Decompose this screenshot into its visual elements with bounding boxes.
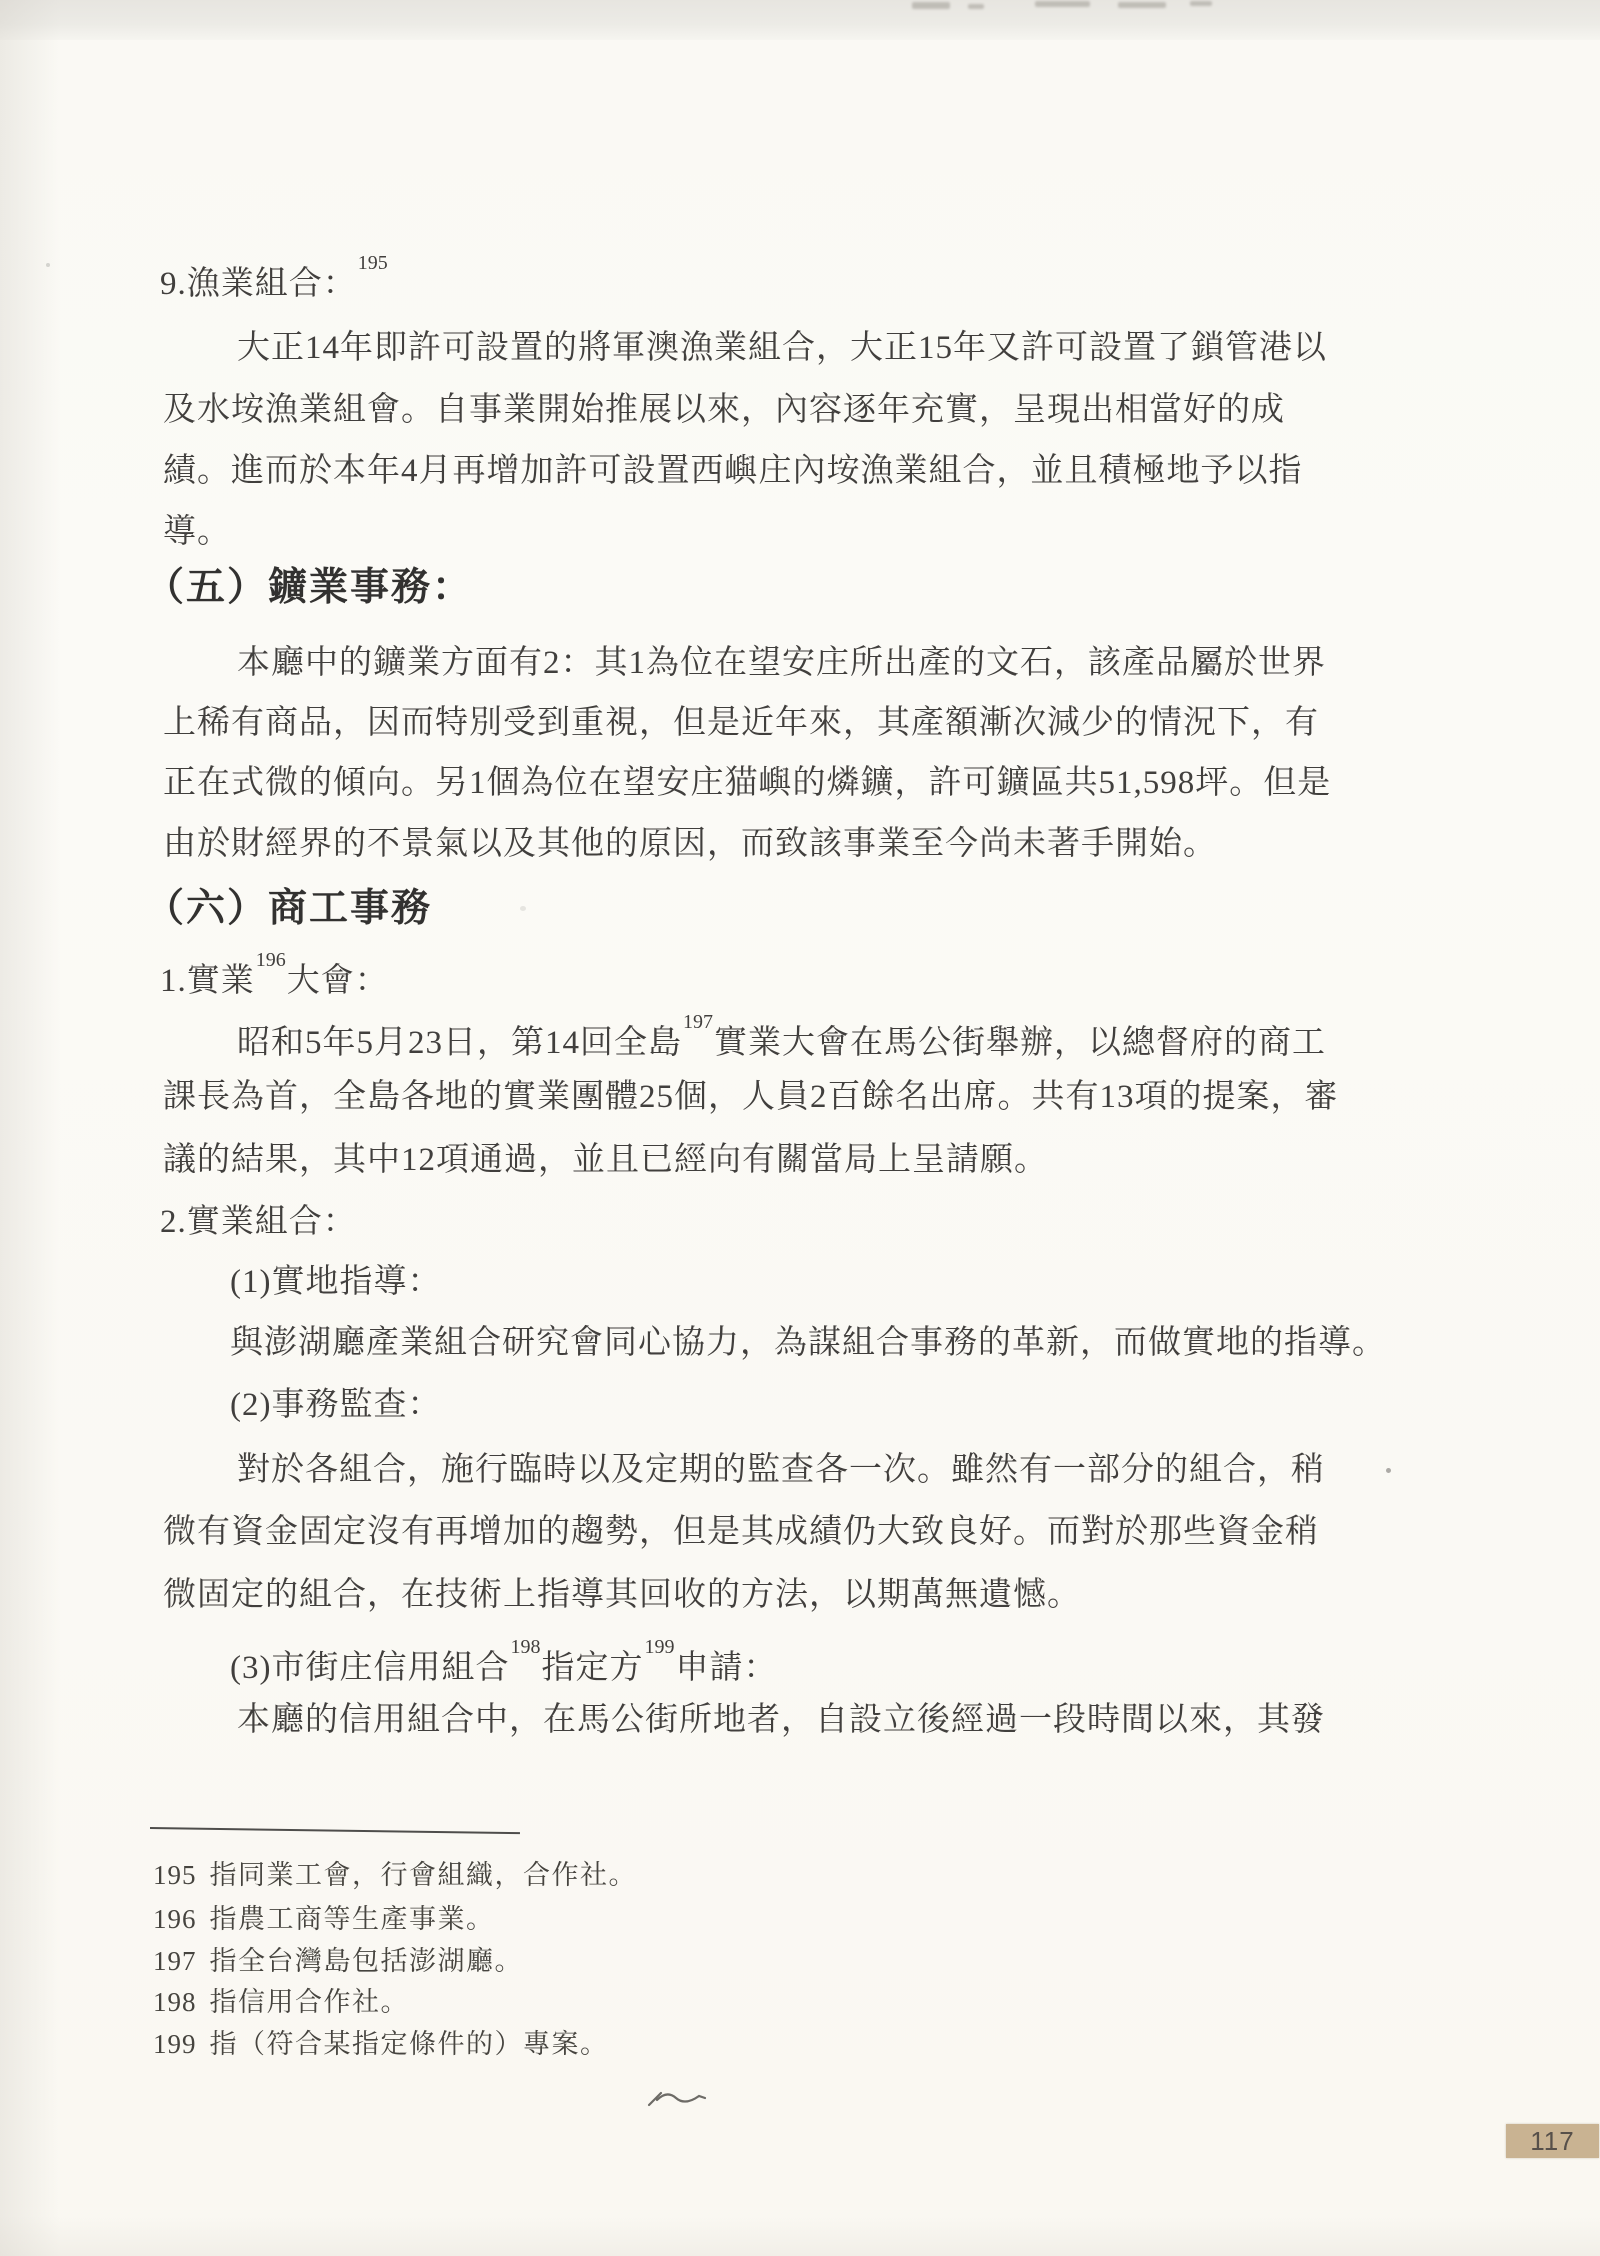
scan-artifact — [1118, 2, 1166, 8]
paragraph-line: 對於各組合，施行臨時以及定期的監查各一次。雖然有一部分的組合，稍 — [237, 1452, 1325, 1488]
sub-item-2-heading: (2)事務監查： — [230, 1387, 442, 1423]
paragraph-line: 導。 — [163, 514, 231, 550]
paragraph-line: 議的結果，其中12項通過，並且已經向有關當局上呈請願。 — [163, 1142, 1048, 1178]
scan-artifact — [912, 2, 950, 9]
scan-artifact — [1035, 1, 1090, 7]
line-text: 指定方 — [541, 1650, 644, 1686]
paragraph-line: 本廳的信用組合中，在馬公街所地者，自設立後經過一段時間以來，其發 — [237, 1702, 1325, 1738]
item-label: 大會： — [286, 963, 389, 999]
scan-edge-shade — [0, 0, 60, 2256]
page-number-badge: 117 — [1506, 2124, 1599, 2158]
ink-mark-squiggle — [645, 2083, 717, 2115]
footnote — [153, 2026, 609, 2062]
paragraph-line: 與澎湖廳產業組合研究會同心協力，為謀組合事務的革新，而做實地的指導。 — [230, 1325, 1386, 1361]
footnote-ref-196: 196 — [255, 949, 286, 971]
item-label: 1.實業 — [160, 963, 255, 999]
footnote-ref-195: 195 — [357, 252, 388, 274]
footnote-text: 指同業工會，行會組織，合作社。 — [209, 1860, 637, 1890]
footnote-text: 指（符合某指定條件的）專案。 — [209, 2029, 609, 2059]
paragraph-line: 大正14年即許可設置的將軍澳漁業組合，大正15年又許可設置了鎖管港以 — [237, 330, 1327, 366]
sub-item-1-heading: (1)實地指導： — [230, 1264, 442, 1300]
footnote — [153, 1984, 409, 2020]
scan-edge-shade — [0, 2216, 1600, 2256]
line-text: 申請： — [675, 1650, 778, 1686]
footnote — [153, 1943, 523, 1979]
footnote-separator — [150, 1827, 520, 1835]
paragraph-line: 微固定的組合，在技術上指導其回收的方法，以期萬無遺憾。 — [163, 1577, 1081, 1613]
scan-artifact — [1190, 1, 1212, 6]
ink-speck — [520, 906, 526, 911]
footnote-ref-199: 199 — [644, 1636, 675, 1658]
paragraph-line — [237, 1012, 1326, 1066]
scan-artifact — [968, 4, 984, 9]
footnote-number: 195 — [153, 1860, 197, 1890]
footnote-text: 指農工商等生產事業。 — [209, 1904, 495, 1934]
footnote — [153, 1901, 495, 1937]
footnote-text: 指信用合作社。 — [209, 1987, 409, 2017]
list-item-2-associations-heading: 2.實業組合： — [160, 1204, 357, 1240]
line-text: 實業大會在馬公街舉辦，以總督府的商工 — [714, 1025, 1326, 1061]
ink-speck — [46, 263, 50, 267]
line-text: (3)市街庄信用組合 — [230, 1650, 510, 1686]
footnote — [153, 1857, 637, 1893]
footnote-ref-198: 198 — [510, 1636, 541, 1658]
paragraph-line: 本廳中的鑛業方面有2：其1為位在望安庄所出產的文石，該產品屬於世界 — [237, 645, 1326, 681]
section-heading-commerce: （六）商工事務 — [145, 887, 433, 930]
paragraph-line: 由於財經界的不景氣以及其他的原因，而致該事業至今尚未著手開始。 — [163, 826, 1217, 862]
scan-edge-band — [0, 0, 1600, 40]
line-text: 昭和5年5月23日，第14回全島 — [237, 1025, 682, 1061]
paragraph-line: 及水垵漁業組會。自事業開始推展以來，內容逐年充實，呈現出相當好的成 — [163, 392, 1285, 428]
sub-item-3-heading — [230, 1637, 777, 1691]
list-item-1-assembly-heading — [160, 950, 389, 1004]
footnote-ref-197: 197 — [683, 1011, 713, 1033]
footnote-number: 199 — [153, 2029, 197, 2059]
paragraph-line: 微有資金固定沒有再增加的趨勢，但是其成績仍大致良好。而對於那些資金稍 — [163, 1514, 1319, 1550]
item-label: 9.漁業組合： — [160, 266, 357, 302]
footnote-number: 196 — [153, 1904, 197, 1934]
paragraph-line: 課長為首，全島各地的實業團體25個，人員2百餘名出席。共有13項的提案，審 — [163, 1079, 1339, 1115]
ink-speck — [1386, 1468, 1391, 1473]
footnote-number: 197 — [153, 1946, 197, 1976]
paragraph-line: 績。進而於本年4月再增加許可設置西嶼庄內垵漁業組合，並且積極地予以指 — [163, 453, 1303, 489]
paragraph-line: 上稀有商品，因而特別受到重視，但是近年來，其產額漸次減少的情況下，有 — [163, 705, 1319, 741]
section-heading-mining: （五）鑛業事務： — [145, 566, 474, 609]
footnote-number: 198 — [153, 1987, 197, 2017]
footnote-text: 指全台灣島包括澎湖廳。 — [209, 1946, 523, 1976]
list-item-9-fishery-heading — [160, 253, 389, 307]
paragraph-line: 正在式微的傾向。另1個為位在望安庄猫嶼的燐鑛，許可鑛區共51,598坪。但是 — [163, 765, 1332, 801]
